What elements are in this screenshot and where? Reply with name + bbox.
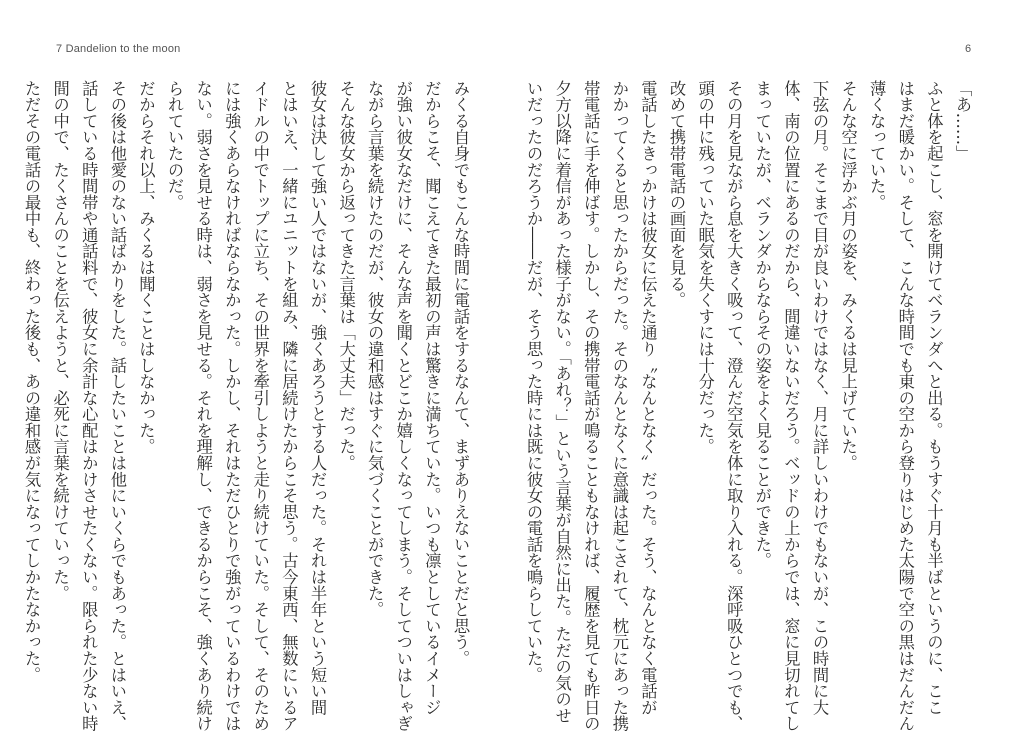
text-line: まっていたが、ベランダからならその姿をよく見ることができた。 [752,80,772,569]
text-line: はまだ暖かい。そして、こんな時間でも東の空から登りはじめた太陽で空の黒はだんだん [895,80,915,732]
text-line: が強い彼女なだけに、そんな声を聞くとどこか嬉しくなってしまう。そしてついはしゃぎ [393,80,413,732]
text-line: 間の中で、たくさんのことを伝えようと、必死に言葉を続けていった。 [50,80,70,602]
text-column [16,80,474,732]
text-line: には強くあらなければならなかった。しかし、それはただひとりで強がっているわけでは [222,80,242,732]
text-column [518,80,976,732]
text-line: 下弦の月。そこまで目が良いわけではなく、月に詳しいわけでもないが、この時間に大 [810,80,830,716]
text-line: 話している時間帯や通話料で、彼女に余計な心配はかけさせたくない。限られた少ない時 [79,80,99,732]
text-line: ない。弱さを見せる時は、弱さを見せる。それを理解し、できるからこそ、強くあり続け [193,80,213,732]
text-line: そんな空に浮かぶ月の姿を、みくるは見上げていた。 [838,80,858,471]
text-line: 彼女は決して強い人ではないが、強くあろうとする人だった。それは半年という短い間 [308,80,328,716]
text-line: 薄くなっていた。 [867,80,887,211]
text-line: ふと体を起こし、窓を開けてベランダへと出る。もうすぐ十月も半ばというのに、ここ [924,80,944,716]
text-line: 帯電話に手を伸ばす。しかし、その携帯電話が鳴ることもなければ、履歴を見ても昨日の [581,80,601,732]
text-line: とはいえ、一緒にユニットを組み、隣に居続けたからこそ思う。古今東西、無数にいるア [279,80,299,732]
page-number: 6 [965,43,972,55]
text-line: だからそれ以上、みくるは聞くことはしなかった。 [136,80,156,455]
text-line: そんな彼女から返ってきた言葉は「大丈夫」だった。 [336,80,356,471]
text-line: その月を見ながら息を大きく吸って、澄んだ空気を体に取り入れる。深呼吸ひとつでも、 [724,80,744,732]
text-line: イドルの中でトップに立ち、その世界を牽引しようと走り続けていた。そして、そのため [250,80,270,732]
text-line: だからこそ、聞こえてきた最初の声は驚きに満ちていた。いつも凛としているイメージ [422,80,442,716]
running-head: 7 Dandelion to the moon [56,43,181,55]
text-line: その後は他愛のない話ばかりをした。話したいことは他にいくらでもあった。とはいえ、 [107,80,127,732]
text-line: 電話したきっかけは彼女に伝えた通り〝なんとなく〟だった。そう、なんとなく電話が [638,80,658,716]
text-line: 「あ……」 [952,80,972,162]
text-line: いだったのだろうか――だが、そう思った時には既に彼女の電話を鳴らしていた。 [524,80,544,683]
text-line: 夕方以降に着信があった様子がない。「あれ？」という言葉が自然に出た。ただの気のせ [552,80,572,724]
text-line: みくる自身でもこんな時間に電話をするなんて、まずありえないことだと思う。 [450,80,470,667]
text-line: 頭の中に残っていた眠気を失くすには十分だった。 [695,80,715,455]
right-page [512,0,1024,732]
text-line: かかってくると思ったからだった。そのなんとなくに意識は起こされて、枕元にあった携 [609,80,629,732]
text-line: ながら言葉を続けたのだが、彼女の違和感はすぐに気づくことができた。 [365,80,385,618]
text-line: 体、南の位置にあるのだから、間違いないだろう。ベッドの上からでは、窓に見切れてし [781,80,801,732]
text-line: 改めて携帯電話の画面を見る。 [667,80,687,309]
text-line: ただその電話の最中も、終わった後も、あの違和感が気になってしかたなかった。 [22,80,42,683]
text-line: られていたのだ。 [165,80,185,211]
